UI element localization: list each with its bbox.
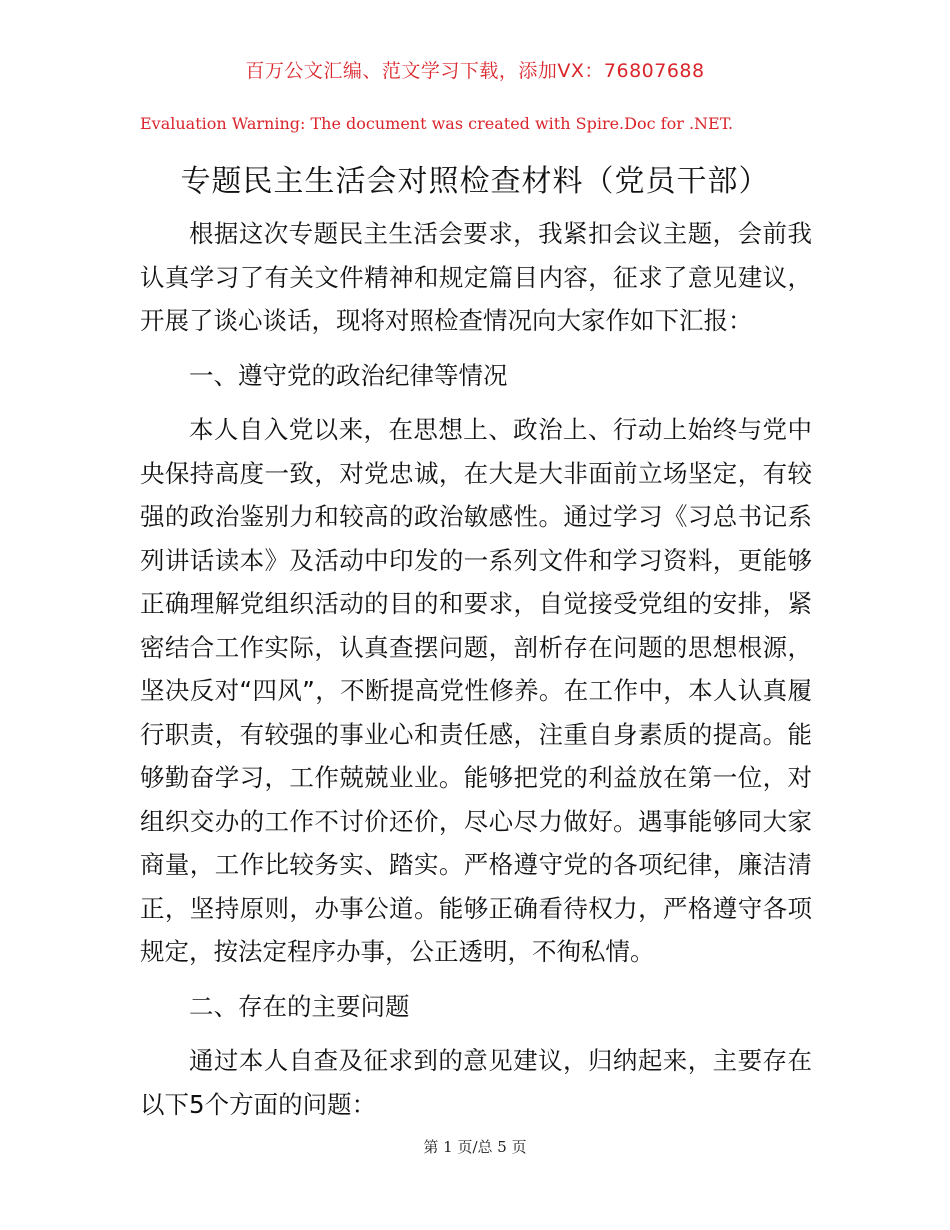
section-heading-1: 一、遵守党的政治纪律等情况 <box>189 360 508 390</box>
intro-paragraph: 根据这次专题民主生活会要求，我紧扣会议主题，会前我认真学习了有关文件精神和规定篇目内容，征求了意见建议，开展了谈心谈话，现将对照检查情况向大家作如下汇报： <box>140 219 812 335</box>
page-number: 第 1 页/总 5 页 <box>423 1138 527 1156</box>
body-paragraph: 本人自入党以来，在思想上、政治上、行动上始终与党中央保持高度一致，对党忠诚，在大是大非面前立场坚定，有较强的政治鉴别力和较高的政治敏感性。通过学习《习总书记系列讲话读本》及活动中印发的一系列文件和学习资料，更能够正确理解党组织活动的目的和要求，自觉接受党组的安排，紧密结合工作实际，认真查摆问题，剖析存在问题的思想根源，坚决反对“四风”，不断提高党性修养。在工作中，本人认真履行职责，有较强的事业心和责任感，注重自身素质的提高。能够勤奋学习，工作兢兢业业。能够把党的利益放在第一位，对组织交办的工作不讨价还价，尽心尽力做好。遇事能够同大家商量，工作比较务实、踏实。严格遵守党的各项纪律，廉洁清正，坚持原则，办事公道。能够正确看待权力，严格遵守各项规定，按法定程序办事，公正透明，不徇私情。 <box>140 415 812 966</box>
document-title: 专题民主生活会对照检查材料（党员干部） <box>180 164 770 199</box>
body-paragraph: 通过本人自查及征求到的意见建议，归纳起来，主要存在以下5个方面的问题： <box>140 1046 812 1119</box>
evaluation-warning: Evaluation Warning: The document was created with Spire.Doc for .NET. <box>140 114 734 133</box>
section-heading-2: 二、存在的主要问题 <box>189 991 410 1021</box>
document-body <box>140 212 812 1137</box>
header-banner: 百万公文汇编、范文学习下载，添加VX：76807688 <box>245 60 705 82</box>
